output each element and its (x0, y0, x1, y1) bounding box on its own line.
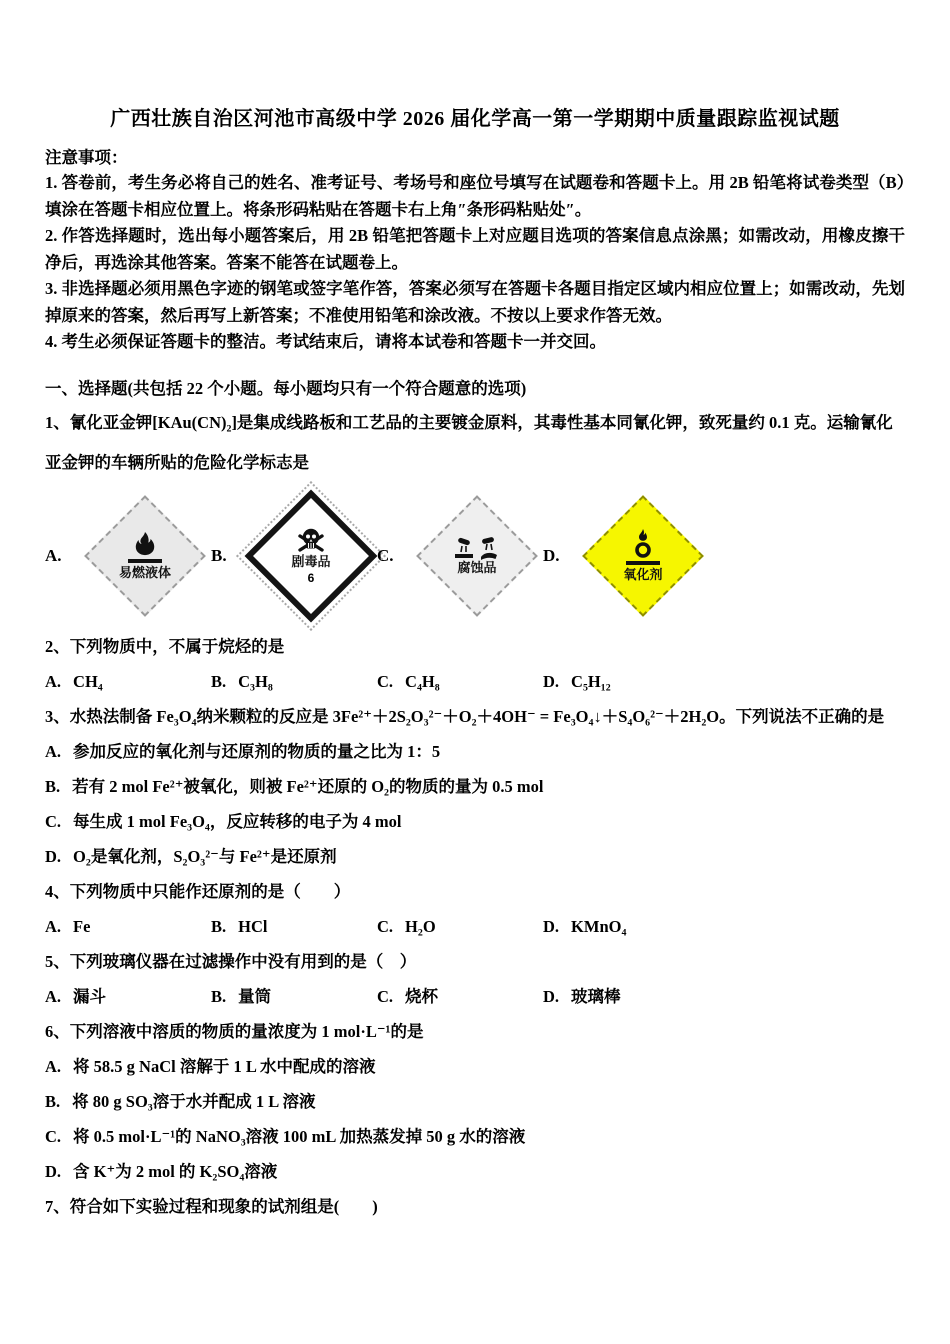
question-6 (45, 1014, 905, 1189)
skull-crossbones-icon (293, 527, 329, 555)
option-b (45, 1084, 905, 1119)
question-4-stem: 4、下列物质中只能作还原剂的是（ ） (45, 881, 351, 901)
notice-item-4: 4. 考生必须保证答题卡的整洁。考试结束后，请将本试卷和答题卡一并交回。 (45, 332, 606, 351)
option-d (543, 979, 905, 1014)
notice-item-3: 3. 非选择题必须用黑色字迹的钢笔或签字笔作答，答案必须写在答题卡各题目指定区域内相应位置上；如需改动，先划掉原来的答案，然后再写上新答案；不准使用铅笔和涂改液。不按以上要求作答无效。 (45, 279, 905, 325)
option-b (45, 769, 905, 804)
flame-over-circle-icon (630, 529, 656, 559)
option-value: 漏斗 (73, 986, 107, 1006)
notice-item-1: 1. 答卷前，考生务必将自己的姓名、准考证号、考场号和座位号填写在试题卷和答题卡上。用 2B 铅笔将试卷类型（B）填涂在答题卡相应位置上。将条形码粘贴在答题卡右上角″条形码粘贴处″。 (45, 173, 905, 219)
option-value: 若有 2 mol Fe²⁺被氧化，则被 Fe²⁺还原的 O₂的物质的量为 0.5 mol (72, 776, 544, 796)
option-letter: D. (543, 671, 560, 691)
question-5 (45, 944, 905, 1014)
option-value: C₄H₈ (405, 671, 440, 691)
notice-item-2: 2. 作答选择题时，选出每小题答案后，用 2B 铅笔把答题卡上对应题目选项的答案信息点涂黑；如需改动，用橡皮擦干净后，再选涂其他答案。答案不能答在试题卷上。 (45, 226, 905, 272)
question-7 (45, 1189, 905, 1224)
option-letter: D. (543, 916, 560, 936)
hazard-option-c (377, 488, 543, 624)
option-value: HCl (238, 916, 268, 936)
option-letter: C. (377, 986, 394, 1006)
divider-bar (626, 561, 660, 565)
option-letter: B. (211, 671, 227, 691)
option-value: H₂O (405, 916, 436, 936)
hazard-label-text: 氧化剂 (623, 566, 663, 582)
flame-icon (133, 531, 157, 557)
option-value: 玻璃棒 (571, 986, 621, 1006)
question-5-stem: 5、下列玻璃仪器在过滤操作中没有用到的是（ ） (45, 951, 417, 971)
notice-heading: 注意事项： (45, 148, 128, 167)
question-2 (45, 629, 905, 699)
hazard-option-b (211, 488, 377, 624)
option-value: CH₄ (73, 671, 103, 691)
option-a (45, 979, 211, 1014)
option-value: 参加反应的氧化剂与还原剂的物质的量之比为 1：5 (73, 741, 441, 761)
option-c (377, 664, 543, 699)
option-value: 将 58.5 g NaCl 溶解于 1 L 水中配成的溶液 (73, 1056, 376, 1076)
option-letter: C. (45, 1126, 62, 1146)
option-value: 烧杯 (405, 986, 439, 1006)
question-2-options (45, 664, 905, 699)
question-3 (45, 699, 905, 874)
corrosive-icon (454, 536, 500, 560)
option-b (211, 664, 377, 699)
question-5-options (45, 979, 905, 1014)
option-c (377, 909, 543, 944)
option-a (45, 909, 211, 944)
option-d (543, 909, 905, 944)
hazard-label-corrosive (413, 488, 541, 624)
divider-bar (128, 559, 162, 563)
notice-section (45, 146, 905, 356)
hazard-label-oxidizer (579, 488, 707, 624)
option-value: 量筒 (238, 986, 272, 1006)
option-a (45, 734, 905, 769)
question-2-stem: 2、下列物质中，不属于烷烃的是 (45, 636, 285, 656)
section-heading: 一、选择题(共包括 22 个小题。每小题均只有一个符合题意的选项) (45, 378, 527, 398)
option-a (45, 1049, 905, 1084)
option-letter: B. (211, 545, 227, 565)
option-letter: A. (45, 1056, 62, 1076)
option-letter: A. (45, 671, 62, 691)
option-letter: C. (377, 916, 394, 936)
option-letter: C. (45, 811, 62, 831)
option-c (45, 804, 905, 839)
option-d (543, 664, 905, 699)
option-letter: D. (45, 1161, 62, 1181)
question-1-options (45, 483, 905, 629)
option-letter: B. (211, 916, 227, 936)
option-letter: C. (377, 671, 394, 691)
hazard-label-text: 腐蚀品 (457, 559, 497, 575)
question-1-stem: 1、氰化亚金钾[KAu(CN)₂]是集成线路板和工艺品的主要镀金原料，其毒性基本同氰化钾，致死量约 0.1 克。运输氰化亚金钾的车辆所贴的危险化学标志是 (45, 412, 893, 472)
page-title: 广西壮族自治区河池市高级中学 2026 届化学高一第一学期期中质量跟踪监视试题 (110, 108, 840, 130)
option-value: KMnO₄ (571, 916, 627, 936)
option-letter: B. (45, 1091, 61, 1111)
option-value: 含 K⁺为 2 mol 的 K₂SO₄溶液 (73, 1161, 278, 1181)
hazard-option-a (45, 488, 211, 624)
option-value: Fe (73, 916, 91, 936)
option-c (45, 1119, 905, 1154)
option-letter: B. (45, 776, 61, 796)
option-c (377, 979, 543, 1014)
question-4 (45, 874, 905, 944)
question-3-stem: 3、水热法制备 Fe₃O₄纳米颗粒的反应是 3Fe²⁺＋2S₂O₃²⁻＋O₂＋4OH⁻ = Fe₃O₄↓＋S₄O₆²⁻＋2H₂O。下列说法不正确的是 (45, 706, 885, 726)
hazard-label-toxic (247, 488, 375, 624)
option-value: O₂是氧化剂，S₂O₃²⁻与 Fe²⁺是还原剂 (73, 846, 337, 866)
option-value: 将 0.5 mol·L⁻¹的 NaNO₃溶液 100 mL 加热蒸发掉 50 g 水的溶液 (73, 1126, 526, 1146)
option-letter: D. (543, 545, 560, 565)
question-6-stem: 6、下列溶液中溶质的物质的量浓度为 1 mol·L⁻¹的是 (45, 1021, 424, 1041)
hazard-label-flammable (81, 488, 209, 624)
hazard-option-d (543, 488, 709, 624)
option-b (211, 979, 377, 1014)
hazard-label-text: 剧毒品 (291, 553, 331, 569)
option-d (45, 1154, 905, 1189)
option-letter: A. (45, 741, 62, 761)
option-letter: D. (45, 846, 62, 866)
hazard-class-number: 6 (307, 570, 315, 585)
option-value: C₃H₈ (238, 671, 273, 691)
option-value: 每生成 1 mol Fe₃O₄，反应转移的电子为 4 mol (73, 811, 402, 831)
option-letter: D. (543, 986, 560, 1006)
option-value: C₅H₁₂ (571, 671, 611, 691)
question-4-options (45, 909, 905, 944)
option-letter: A. (45, 916, 62, 936)
option-b (211, 909, 377, 944)
hazard-label-text: 易燃液体 (118, 564, 171, 580)
question-1 (45, 403, 905, 629)
question-7-stem: 7、符合如下实验过程和现象的试剂组是( ) (45, 1196, 378, 1216)
option-letter: B. (211, 986, 227, 1006)
option-d (45, 839, 905, 874)
option-letter: A. (45, 545, 62, 565)
option-letter: C. (377, 545, 394, 565)
option-a (45, 664, 211, 699)
option-value: 将 80 g SO₃溶于水并配成 1 L 溶液 (72, 1091, 316, 1111)
option-letter: A. (45, 986, 62, 1006)
